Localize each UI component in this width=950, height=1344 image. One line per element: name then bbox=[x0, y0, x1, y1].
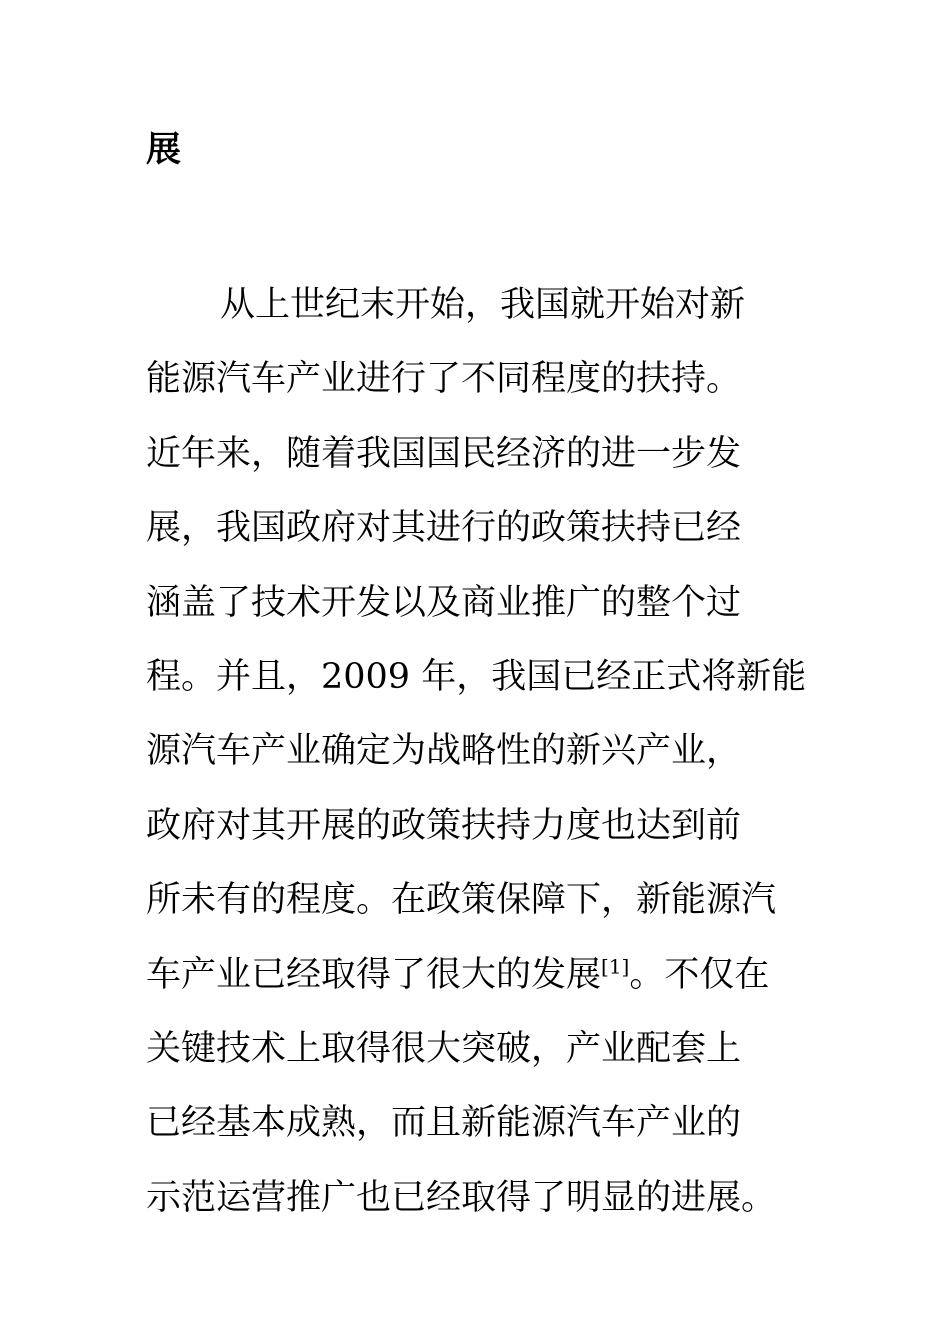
paragraph-line: 能源汽车产业进行了不同程度的扶持。 bbox=[146, 359, 742, 400]
line-text-before-citation: 车产业已经取得了很大的发展 bbox=[146, 954, 602, 995]
paragraph-line: 程。并且，2009 年，我国已经正式将新能 bbox=[146, 657, 807, 698]
line-text-after-citation: 。不仅在 bbox=[629, 954, 770, 995]
paragraph-line: 关键技术上取得很大突破，产业配套上 bbox=[146, 1029, 742, 1070]
paragraph-line: 从上世纪末开始，我国就开始对新 bbox=[220, 285, 746, 325]
paragraph-line: 近年来，随着我国国民经济的进一步发 bbox=[146, 433, 742, 474]
paragraph-line: 展，我国政府对其进行的政策扶持已经 bbox=[146, 508, 742, 549]
paragraph-line: 所未有的程度。在政策保障下，新能源汽 bbox=[146, 880, 777, 921]
paragraph-line: 源汽车产业确定为战略性的新兴产业， bbox=[146, 731, 742, 772]
paragraph-line: 已经基本成熟，而且新能源汽车产业的 bbox=[146, 1103, 742, 1144]
paragraph-line: 涵盖了技术开发以及商业推广的整个过 bbox=[146, 582, 742, 623]
paragraph-line: 政府对其开展的政策扶持力度也达到前 bbox=[146, 805, 742, 846]
section-heading-fragment: 展 bbox=[146, 129, 182, 170]
paragraph-line-with-citation bbox=[146, 938, 816, 1012]
paragraph-line: 示范运营推广也已经取得了明显的进展。 bbox=[146, 1177, 777, 1218]
citation-reference[interactable]: [1] bbox=[601, 954, 630, 978]
body-paragraph bbox=[146, 268, 816, 1235]
